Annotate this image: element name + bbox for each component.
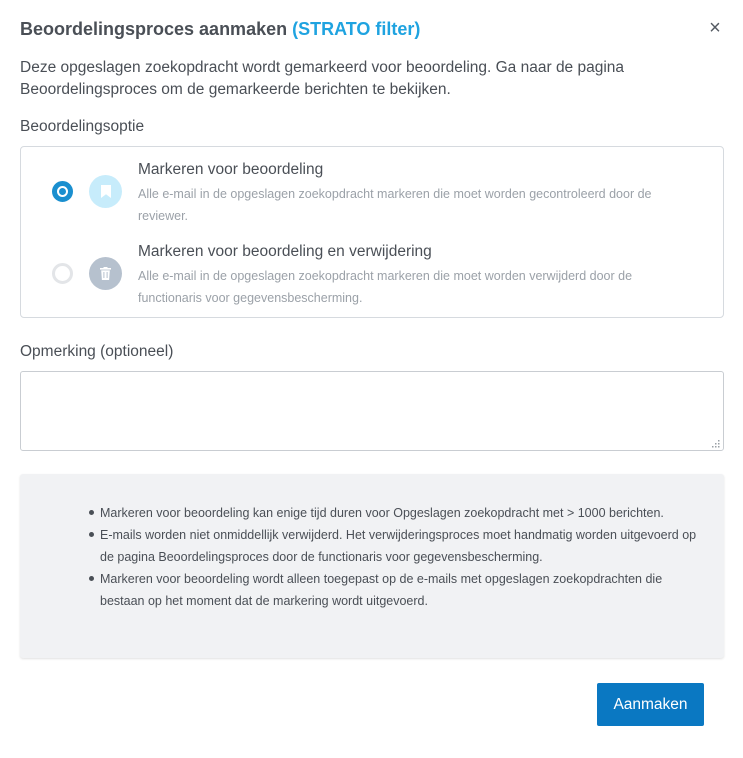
info-list [88,502,698,612]
dialog-title [20,17,723,41]
info-item: Markeren voor beoordeling wordt alleen toegepast op de e-mails met opgeslagen zoekopdrachten die bestaan op het moment dat de markering wordt uitgevoerd. [88,568,698,612]
dialog-description: Deze opgeslagen zoekopdracht wordt gemarkeerd voor beoordeling. Ga naar de pagina Beoordelingsproces om de gemarkeerde berichten te bekijken. [20,59,625,98]
dialog-header [20,17,723,41]
radio-mark-for-review-and-delete[interactable] [52,263,73,284]
resize-grip-icon[interactable] [711,439,720,448]
bookmark-icon [89,175,122,208]
info-panel [20,474,724,658]
info-item: Markeren voor beoordeling kan enige tijd duren voor Opgeslagen zoekopdracht met > 1000 berichten. [88,502,698,524]
review-option-group [20,146,724,318]
create-button[interactable]: Aanmaken [597,683,704,726]
option-title: Markeren voor beoordeling [138,161,324,178]
option-mark-for-review[interactable] [21,157,723,237]
option-title: Markeren voor beoordeling en verwijdering [138,243,432,260]
option-mark-for-review-and-delete[interactable] [21,239,723,319]
radio-mark-for-review[interactable] [52,181,73,202]
info-item: E-mails worden niet onmiddellijk verwijderd. Het verwijderingsproces moet handmatig worden uitgevoerd op de pagina Beoordelingsproces door de functionaris voor gegevensbescherming. [88,524,698,568]
dialog-title-filter: (STRATO filter) [292,19,421,39]
trash-icon [89,257,122,290]
review-option-label: Beoordelingsoptie [20,118,145,135]
dialog-title-text: Beoordelingsproces aanmaken [20,19,288,39]
remark-textarea[interactable] [20,371,724,451]
option-description: Alle e-mail in de opgeslagen zoekopdracht markeren die moet worden gecontroleerd door de reviewer. [138,187,652,223]
close-icon[interactable]: × [709,17,721,39]
option-description: Alle e-mail in de opgeslagen zoekopdracht markeren die moet worden verwijderd door de functionaris voor gegevensbescherming. [138,269,633,305]
remark-label: Opmerking (optioneel) [20,343,174,360]
